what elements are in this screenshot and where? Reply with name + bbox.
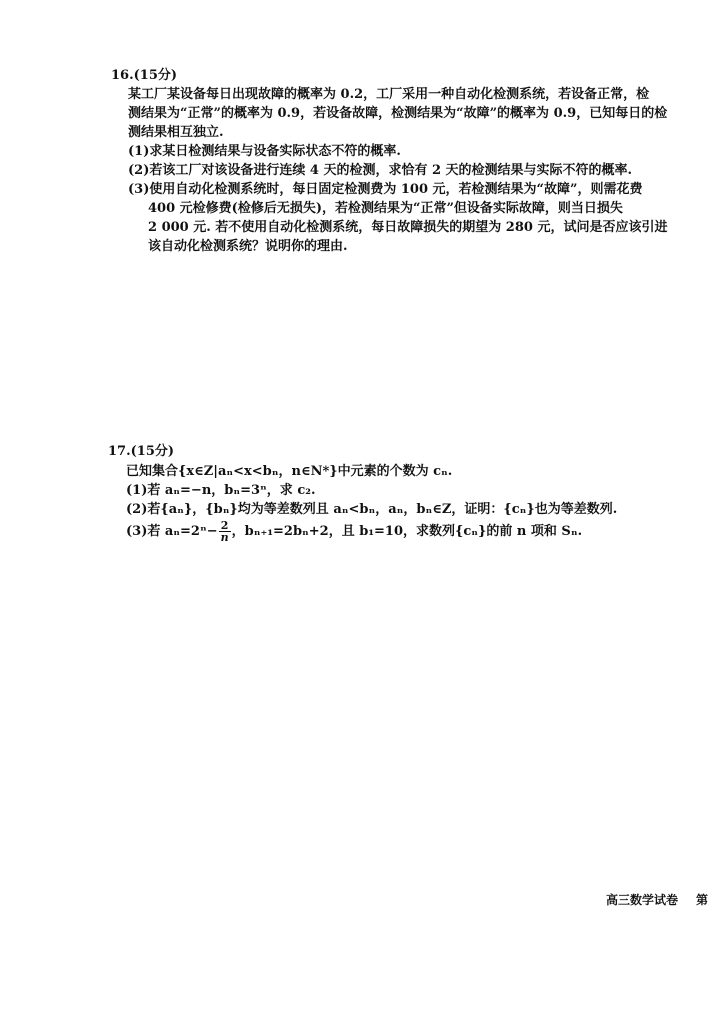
fraction [219,520,231,543]
q16-line-3: 测结果相互独立. [128,125,224,140]
q17-part-3-post: ，bₙ₊₁=2bₙ+2，且 b₁=10，求数列{cₙ}的前 n 项和 Sₙ. [231,524,583,539]
q16-part-3-line-1: (3)使用自动化检测系统时，每日固定检测费为 100 元，若检测结果为“故障”，则需花费 [128,182,643,197]
q16-line-2: 测结果为“正常”的概率为 0.9，若设备故障，检测结果为“故障”的概率为 0.9，已知每日的检 [128,106,668,121]
footer-title: 高三数学试卷 [606,893,679,907]
q17-part-2: (2)若{aₙ}，{bₙ}均为等差数列且 aₙ<bₙ，aₙ，bₙ∈Z，证明：{cₙ}也为等差数列. [126,502,618,517]
q17-part-3-pre: (3)若 aₙ=2ⁿ− [126,524,218,539]
footer-page-cut: 第 [696,893,709,907]
q17-line-1: 已知集合{x∈Z|aₙ<x<bₙ，n∈N*}中元素的个数为 cₙ. [126,464,453,479]
fraction-numerator: 2 [219,520,231,532]
fraction-denominator: n [220,531,229,544]
q16-part-2: (2)若该工厂对该设备进行连续 4 天的检测，求恰有 2 天的检测结果与实际不符的概率. [128,163,633,178]
q17-part-1: (1)若 aₙ=−n，bₙ=3ⁿ，求 c₂. [126,483,316,498]
q16-part-1: (1)求某日检测结果与设备实际状态不符的概率. [128,144,401,159]
q16-heading: 16.(15分) [111,68,178,83]
q16-part-3-line-3: 2 000 元. 若不使用自动化检测系统，每日故障损失的期望为 280 元，试问是否应该引进 [148,220,668,235]
q17-heading: 17.(15分) [108,444,175,459]
q16-part-3-line-2: 400 元检修费(检修后无损失)，若检测结果为“正常”但设备实际故障，则当日损失 [148,201,623,216]
q16-line-1: 某工厂某设备每日出现故障的概率为 0.2，工厂采用一种自动化检测系统，若设备正常，检 [128,87,650,102]
q17-part-3 [126,520,582,543]
q16-part-3-line-4: 该自动化检测系统？说明你的理由. [148,239,348,254]
